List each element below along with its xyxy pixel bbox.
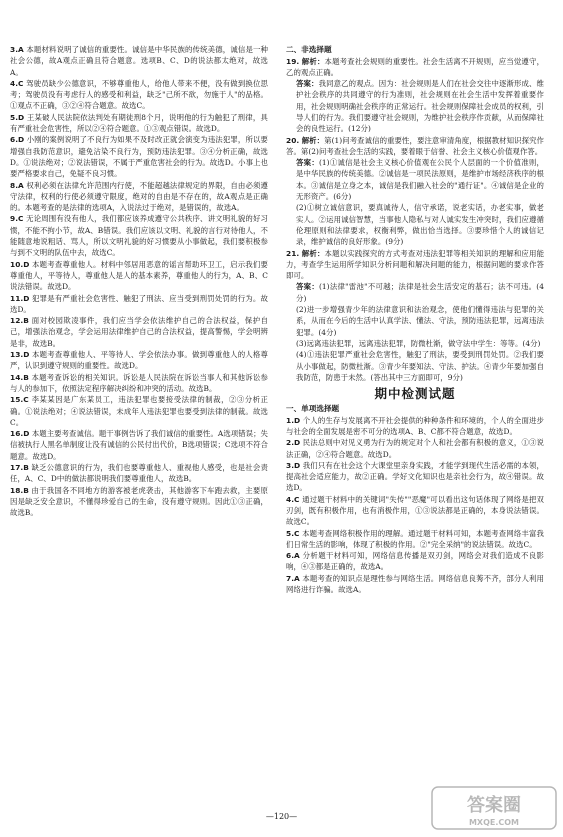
answer-text: 本题考查网络积极作用的理解。通过题干材料可知，本题考查网络丰富我们日常生活的影响，体现了积极的作用。②"完全采纳"的说法错误。故选C。 <box>286 528 544 549</box>
question-number: 21. <box>286 248 300 258</box>
answer-entry <box>286 202 544 247</box>
answer-entry <box>10 293 268 316</box>
answer-text: 本题考查尊重他人。材料中邻居用恶意的谣言帮助环卫工，启示我们要尊重他人，平等待人，尊重他人是人的基本素养，尊重他人的行为，A、B、C说法错误。故选D。 <box>10 259 268 292</box>
answer-entry <box>286 135 544 158</box>
answer-text: 本题考查尊重他人、平等待人、学会依法办事。做到尊重他人的人格尊严，认识到遵守规则的重要性。故选D。 <box>10 350 268 371</box>
question-number: 13.D <box>10 350 30 360</box>
answer-text: 权利必须在法律允许范围内行使，不能超越法律规定的界限，自由必须遵守法律，权利的行使必须遵守限度，绝对的自由是不存在的，故A观点是正确的。本题考查的是法律的选项A，入说法过于绝对，是错误的，故选A。 <box>10 180 268 213</box>
question-number: 8.A <box>10 180 24 190</box>
question-number: 3.D <box>286 460 301 470</box>
question-number: 20. <box>286 135 300 145</box>
answer-entry <box>10 112 268 135</box>
answer-entry <box>286 550 544 573</box>
answer-text: 第(1)问考查诚信的重要性，要注意审清角度，根据教材知识探究作答。第(2)问考查社会生活的实践，要着眼于信誉、社会主义核心价值观作答。 <box>286 135 544 156</box>
question-number: 18.B <box>10 485 29 495</box>
question-number: 4.C <box>286 494 300 504</box>
answer-text: (2)进一步增强青少年的法律意识和法治观念，使他们懂得违法与犯罪的关系，从而在今后的生活中认真学法、懂法、守法，预防违法犯罪，远离违法犯罪。(4分) <box>296 305 544 337</box>
question-number: 6.D <box>10 135 25 145</box>
answer-entry <box>286 338 544 349</box>
question-number: 2.D <box>286 438 301 448</box>
answer-text: 本题材料说明了诚信的重要性。诚信是中华民族的传统美德，诚信是一种社会公德，故A观点正确且符合题意。选项B、C、D的说法都太绝对，故选A。 <box>10 45 268 77</box>
answer-text: 个人的生存与发展离不开社会提供的种种条件和环境的，个人的全面进步与社会的全面发展是密不可分的选项A、B、C都不符合题意，故选D。 <box>286 415 544 436</box>
answer-entry <box>10 213 268 258</box>
answer-entry <box>10 315 268 349</box>
answer-entry <box>10 78 268 112</box>
answer-entry <box>286 304 544 338</box>
question-number: 15.C <box>10 395 29 405</box>
answer-text: 本题考查社会规则的重要性。社会生活离不开规则，应当觉遵守，乙的观点正确。 <box>286 56 544 77</box>
answer-text: 我同意乙的观点。因为：社会规则是人们在社会交往中逐渐形成、维护社会秩序的共同遵守的行为准则，社会规则在社会生活中发挥着重要作用，社会规则明确社会秩序的正常运行。社会规则保障社会成员的权利，引导人们的行为。我们要遵守社会规则，为维护社会秩序作贡献，从而保障社会的良性运行。(12分) <box>296 79 544 134</box>
question-number: 9.C <box>10 214 24 224</box>
answer-entry <box>286 157 544 202</box>
answer-text: 面对校园欺凌事件，我们应当学会依法维护自己的合法权益，保护自己，增强法治观念，学会运用法律维护自己的合法权益，提高警惕，学会明辨是非，故选B。 <box>10 316 268 348</box>
answer-text: (1)法律"雷池"不可越；法律是社会生活安定的基石；法不可违。(4分) <box>296 282 544 303</box>
question-number: 10.D <box>10 259 30 269</box>
answer-text: 由于我国各不同地方的游客被老虎袭击，其他游客下车跑去救，主要原因是缺乏安全意识，不懂得珍爱自己的生命，没有遵守规则。因此①③正确，故选B。 <box>10 485 268 518</box>
answer-entry <box>10 462 268 485</box>
answer-text: 驾驶员缺少公德意识，不够尊重他人，给他人带来不便，没有做到换位思考；驾驶员没有考虑行人的感受和利益，缺乏"己所不欲，勿施于人"的品格。①观点不正确，③②④符合题意。故选C。 <box>10 78 268 111</box>
question-number: 12.B <box>10 316 29 326</box>
answer-entry <box>10 44 268 78</box>
answer-entry <box>286 528 544 551</box>
answer-label: 答案： <box>296 79 319 89</box>
answer-text: (3)远离违法犯罪，远离违法犯罪，防微杜渐，做守法中学生：等等。(4分) <box>296 338 541 348</box>
answer-entry <box>286 460 544 494</box>
answer-entry <box>10 134 268 179</box>
svg-text:MXQE.COM: MXQE.COM <box>468 818 520 827</box>
answer-label: 解析： <box>301 135 325 145</box>
answer-text: 民法总则中对见义勇为行为的规定对个人和社会都有积极的意义，①③说法正确，②④符合题意。故选D。 <box>286 438 544 459</box>
answer-entry <box>10 349 268 372</box>
question-number: 6.A <box>286 551 300 561</box>
answer-entry <box>10 485 268 519</box>
left-column <box>10 44 268 814</box>
answer-text: 我们只有在社会这个大课堂里亲身实践，才能学到现代生活必需的本领，提高社会适应能力，故②正确。学好文化知识也是亲社会行为，故④错误。故选D。 <box>286 460 544 493</box>
answer-text: 本题以实践探究的方式考查对违法犯罪等相关知识的理解和应用能力，考查学生运用所学知识分析问题和解决问题的能力，根据问题的要求作答即可。 <box>286 248 544 281</box>
right-column <box>286 44 544 814</box>
answer-text: 李某某因是广东某员工，违法犯罪也要接受法律的制裁，②③分析正确。①说法绝对；④说法错误，未成年人违法犯罪也要受到法律的制裁。故选C。 <box>10 395 268 427</box>
answer-text: (4)①违法犯罪严重社会危害性，触犯了刑法，要受到刑罚处罚。②我们要从小事做起，防微杜渐。③青少年要知法、守法、护法。④青少年要加强自我防范，防患于未然。(答出其中三方面即可，9分) <box>296 350 544 382</box>
answer-text: 犯罪是有严重社会危害性、触犯了刑法、应当受到刑罚处罚的行为。故选D。 <box>10 293 268 314</box>
question-number: 7.A <box>286 573 300 583</box>
answer-entry <box>10 394 268 428</box>
answer-text: 王某破人民法院依法判处有期徒刑8个月，说明他的行为触犯了刑律，具有严重社会危害性，所以②④符合题意。①③观点错误。故选D。 <box>10 112 268 134</box>
question-number: 11.D <box>10 293 30 303</box>
question-number: 5.C <box>286 528 300 538</box>
question-number: 17.B <box>10 462 29 472</box>
question-number: 5.D <box>10 112 25 122</box>
answer-entry <box>286 437 544 460</box>
answer-text: 本题考查的知识点是理性参与网络生活。网络信息良莠不齐，部分人利用网络进行诈骗。故选A。 <box>286 573 544 595</box>
answer-entry <box>286 415 544 438</box>
answer-text: 缺乏公德意识的行为，我们也要尊重他人、重视他人感受，也是社会责任，A、C、D中的做法都说明我们要尊重他人，故选B。 <box>10 462 268 484</box>
answer-text: (1)①诚信是社会主义核心价值观在公民个人层面的一个价值准则，是中华民族的传统美德。②诚信是一项民法原则，是维护市场经济秩序的根本。③诚信是立身之本，诚信是我们融入社会的"通行证"。④诚信是企业的无形资产。(6分) <box>296 158 544 202</box>
answer-label: 答案： <box>296 158 319 168</box>
answer-text: (2)①树立诚信意识，要真诚待人，信守承诺，说老实话，办老实事，做老实人。②运用诚信智慧，当事他人隐私与对人诚实发生冲突时，我们应遵循伦理原则和法律要求，权衡利弊，做出恰当选择。③要珍惜个人的诚信记录，维护诚信的良好形象。(9分) <box>296 203 544 247</box>
answer-entry <box>10 428 268 462</box>
answer-entry <box>10 259 268 293</box>
answer-text: 小刚的案例说明了不良行为如果不及时改正就会演变为违法犯罪，所以要增强自我防范意识，避免沾染不良行为，预防违法犯罪。③④分析正确，故选D。①说法绝对；②说法错误，不属于严重危害社会的行为。故选D。小事上也要严格要求自己，免疑不良习惯。 <box>10 135 268 179</box>
svg-text:答案圈: 答案圈 <box>467 795 521 816</box>
section-heading: 二、非选择题 <box>286 45 332 54</box>
answer-text: 分析题干材料可知，网络信息传播是双刃剑，网络会对我们造成不良影响，④③都是正确的，故选A。 <box>286 551 544 572</box>
question-number: 14.B <box>10 372 29 382</box>
answer-text: 本题主要考查诚信。题干事例告诉了我们诚信的重要性。A选项错误；失信被执行人黑名单制度让没有诚信的公民付出代价，B选项错误；C选项不符合题意。故选D。 <box>10 429 268 461</box>
answer-text: 通过题干材料中的关键词"失传""恶魔"可以看出这句话体现了网络是把双刃剑，既有积极作用，也有消极作用，①③说法都是正确的，本身说法错误。故选C。 <box>286 494 544 527</box>
question-number: 16.D <box>10 429 30 439</box>
answer-entry <box>10 372 268 395</box>
section-heading: 一、单项选择题 <box>286 404 340 414</box>
answer-entry <box>286 494 544 528</box>
question-number: 1.D <box>286 415 301 425</box>
exam-title: 期中检测试题 <box>374 386 456 402</box>
answer-entry <box>286 573 544 596</box>
answer-entry <box>286 349 544 383</box>
watermark-logo <box>430 783 558 833</box>
answer-label: 解析： <box>301 56 325 66</box>
answer-label: 解析： <box>301 248 325 258</box>
question-number: 19. <box>286 56 300 66</box>
answer-entry <box>10 180 268 214</box>
answer-text: 无论周围有没有他人，我们都应该养成遵守公共秩序、讲文明礼貌的好习惯，不能不拘小节，故A、B错误。我们应该以文明、礼貌的言行对待他人，不能随意地说粗话、骂人，所以文明礼貌的好习惯要从小事做起，我们要积极参与到不文明的队伍中去，故选C。 <box>10 214 268 258</box>
answer-entry <box>286 56 544 79</box>
page-number: —120— <box>265 812 298 821</box>
question-number: 4.C <box>10 78 24 88</box>
question-number: 3.A <box>10 45 24 54</box>
answer-entry <box>286 78 544 134</box>
answer-entry <box>286 281 544 304</box>
answer-entry <box>286 248 544 282</box>
answer-label: 答案： <box>296 282 319 292</box>
answer-text: 本题考查诉讼的相关知识。诉讼是人民法院在诉讼当事人和其他诉讼参与人的参加下，依照法定程序解决纠纷和冲突的活动。故选B。 <box>10 372 268 393</box>
